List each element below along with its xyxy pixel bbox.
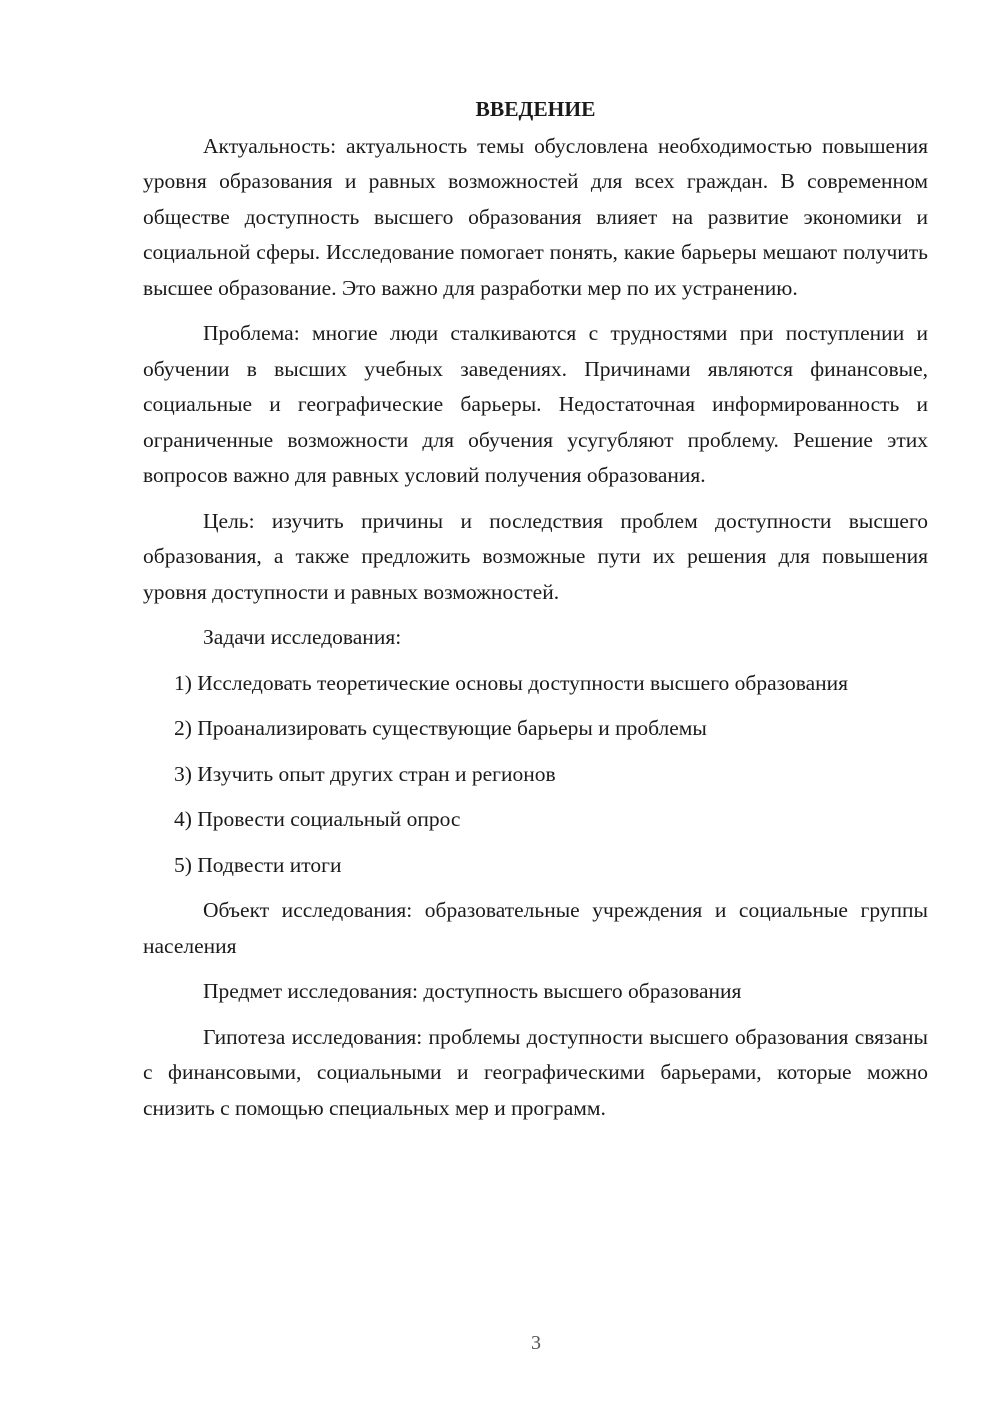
task-item-5: 5) Подвести итоги [174,852,342,877]
paragraph-object: Объект исследования: образовательные учреждения и социальные группы населения [143,898,928,958]
paragraph-problem: Проблема: многие люди сталкиваются с трудностями при поступлении и обучении в высших учебных заведениях. Причинами являются финансовые, социальные и географические барьеры. Недостаточная информированность и ограниченные возможности для обучения усугубляют проблему. Решение этих вопросов важно для равных условий получения образования. [143,321,928,487]
paragraph-hypothesis: Гипотеза исследования: проблемы доступности высшего образования связаны с финансовыми, социальными и географическими барьерами, которые можно снизить с помощью специальных мер и программ. [143,1024,928,1120]
paragraph-tasks-heading: Задачи исследования: [203,625,402,649]
task-item-3: 3) Изучить опыт других стран и регионов [174,761,556,786]
paragraph-subject: Предмет исследования: доступность высшего образования [203,979,742,1003]
task-item-4: 4) Провести социальный опрос [174,807,461,831]
page-title: ВВЕДЕНИЕ [475,97,596,121]
task-item-2: 2) Проанализировать существующие барьеры и проблемы [174,716,707,740]
task-item-1: 1) Исследовать теоретические основы доступности высшего образования [174,670,849,695]
document-page [143,92,928,1136]
paragraph-goal: Цель: изучить причины и последствия проблем доступности высшего образования, а также предложить возможные пути их решения для повышения уровня доступности и равных возможностей. [143,508,928,604]
page-number: 3 [531,1332,541,1354]
paragraph-relevance: Актуальность: актуальность темы обусловлена необходимостью повышения уровня образования и равных возможностей для всех граждан. В современном обществе доступность высшего образования влияет на развитие экономики и социальной сферы. Исследование помогает понять, какие барьеры мешают получить высшее образование. Это важно для разработки мер по их устранению. [143,133,928,300]
